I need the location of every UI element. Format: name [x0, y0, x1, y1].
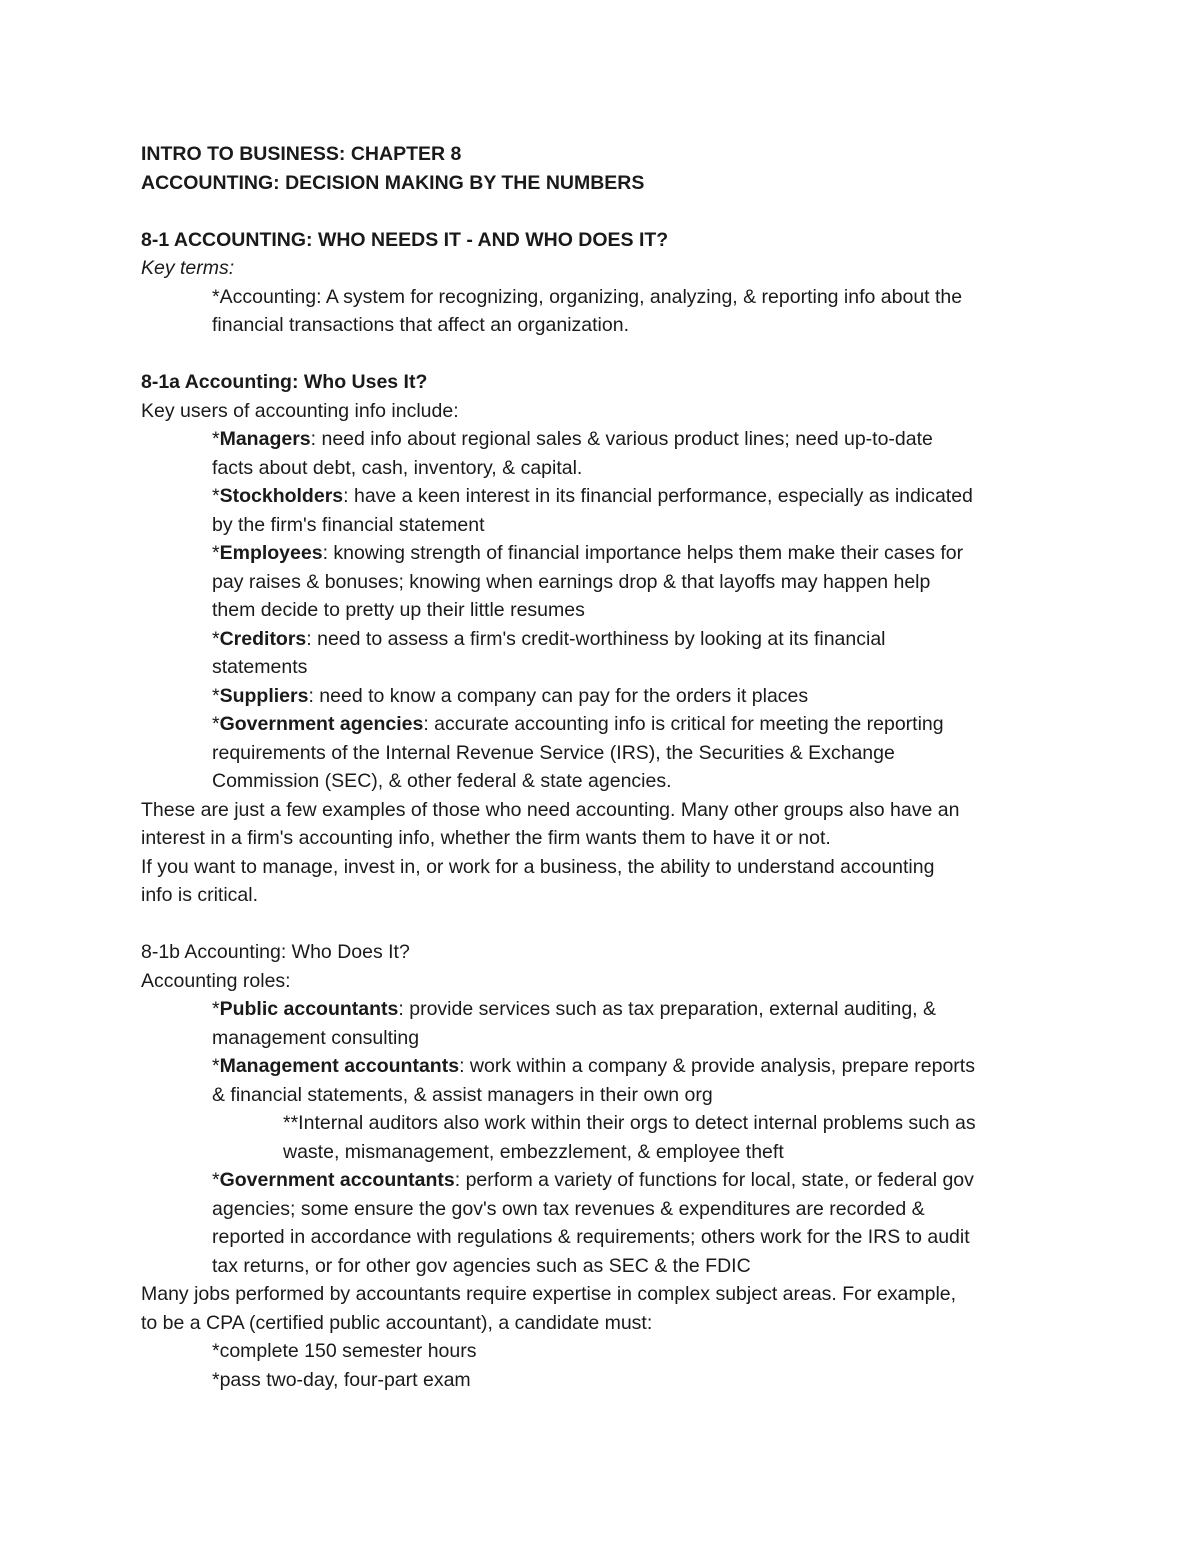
closing-line: If you want to manage, invest in, or work for a business, the ability to understand accounting [141, 855, 935, 878]
bullet-star: * [212, 542, 220, 564]
closing-line: These are just a few examples of those who need accounting. Many other groups also have an [141, 798, 960, 821]
bullet-star: * [212, 627, 220, 650]
user-item-government-agencies [141, 710, 1081, 796]
user-desc: : have a keen interest in its financial performance, especially as indicated [343, 485, 973, 507]
cpa-line: to be a CPA (certified public accountant), a candidate must: [141, 1311, 653, 1334]
user-item-managers [141, 425, 1081, 482]
role-term: Public accountants [219, 998, 399, 1020]
role-item-government-accountants [141, 1166, 1081, 1280]
title-line-2: ACCOUNTING: DECISION MAKING BY THE NUMBERS [141, 171, 645, 194]
user-term: Managers [219, 428, 311, 450]
user-desc: pay raises & bonuses; knowing when earnings drop & that layoffs may happen help [212, 570, 931, 593]
user-desc: facts about debt, cash, inventory, & capital. [212, 456, 583, 479]
user-item-employees [141, 539, 1081, 625]
user-term: Employees [219, 542, 323, 564]
role-desc: agencies; some ensure the gov's own tax revenues & expenditures are recorded & [212, 1197, 925, 1220]
title-line-1: INTRO TO BUSINESS: CHAPTER 8 [141, 143, 462, 165]
bullet-star: * [212, 428, 220, 450]
note-line: waste, mismanagement, embezzlement, & employee theft [283, 1140, 784, 1163]
bullet-star: * [212, 1169, 220, 1191]
user-desc: statements [212, 656, 308, 678]
role-desc: : perform a variety of functions for local, state, or federal gov [454, 1169, 974, 1191]
role-desc: management consulting [212, 1026, 420, 1049]
closing-line: interest in a firm's accounting info, whether the firm wants them to have it or not. [141, 827, 831, 849]
user-item-creditors [141, 625, 1081, 682]
user-item-suppliers [141, 682, 1081, 711]
user-term: Stockholders [219, 485, 344, 507]
requirement-item: *pass two-day, four-part exam [212, 1368, 471, 1391]
role-term: Management accountants [219, 1055, 460, 1077]
bullet-star: * [212, 998, 220, 1020]
user-desc: : knowing strength of financial importance helps them make their cases for [322, 542, 964, 564]
user-desc: them decide to pretty up their little resumes [212, 599, 585, 621]
definition-line: financial transactions that affect an organization. [212, 314, 629, 336]
bullet-star: * [212, 485, 220, 507]
bullet-star: * [212, 684, 220, 707]
user-term: Creditors [219, 627, 307, 650]
section-8-1a-heading: 8-1a Accounting: Who Uses It? [141, 371, 428, 393]
internal-auditors-note [141, 1109, 1081, 1166]
section-8-1-heading: 8-1 ACCOUNTING: WHO NEEDS IT - AND WHO DOES IT? [141, 228, 669, 251]
role-desc: : provide services such as tax preparation, external auditing, & [398, 998, 937, 1020]
user-desc: by the firm's financial statement [212, 513, 485, 536]
document-title [141, 140, 1081, 197]
user-item-stockholders [141, 482, 1081, 539]
note-line: **Internal auditors also work within their orgs to detect internal problems such as [283, 1112, 976, 1134]
user-desc: requirements of the Internal Revenue Service (IRS), the Securities & Exchange [212, 741, 895, 764]
section-8-1b-heading: 8-1b Accounting: Who Does It? [141, 941, 410, 963]
role-item-management-accountants [141, 1052, 1081, 1109]
user-desc: : need info about regional sales & various product lines; need up-to-date [310, 428, 933, 450]
role-term: Government accountants [219, 1169, 455, 1191]
role-desc: reported in accordance with regulations & requirements; others work for the IRS to audit [212, 1226, 970, 1248]
document-page [141, 140, 1081, 1394]
section-8-1a-intro: Key users of accounting info include: [141, 399, 459, 422]
user-desc: : need to assess a firm's credit-worthiness by looking at its financial [306, 627, 886, 650]
cpa-line: Many jobs performed by accountants require expertise in complex subject areas. For example, [141, 1283, 957, 1305]
role-desc: & financial statements, & assist managers in their own org [212, 1083, 713, 1106]
user-desc: Commission (SEC), & other federal & state agencies. [212, 770, 672, 792]
user-term: Government agencies [219, 713, 424, 735]
bullet-star: * [212, 713, 220, 735]
role-desc: tax returns, or for other gov agencies such as SEC & the FDIC [212, 1254, 751, 1277]
closing-line: info is critical. [141, 884, 259, 906]
user-desc: : accurate accounting info is critical for meeting the reporting [423, 713, 944, 735]
key-terms-label: Key terms: [141, 257, 235, 279]
section-8-1b-intro: Accounting roles: [141, 969, 291, 992]
definition-line: *Accounting: A system for recognizing, organizing, analyzing, & reporting info about the [212, 285, 963, 308]
role-desc: : work within a company & provide analysis, prepare reports [459, 1055, 975, 1077]
requirement-item: *complete 150 semester hours [212, 1340, 477, 1362]
role-item-public-accountants [141, 995, 1081, 1052]
user-desc: : need to know a company can pay for the orders it places [308, 684, 809, 707]
user-term: Suppliers [219, 684, 309, 707]
bullet-star: * [212, 1055, 220, 1077]
